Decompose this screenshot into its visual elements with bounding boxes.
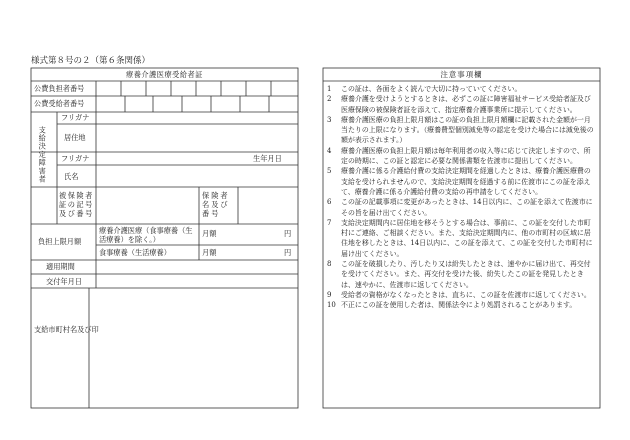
public-payer-number-label: 公費負担者番号 bbox=[34, 84, 85, 93]
note-text: 療養介護を受けようとするときは、必ずこの証に障害福祉サービス受給者証及び医療保険の被保険者証を添えて、指定療養介護事業所に提示してください。 bbox=[341, 95, 591, 114]
notes-title: 注意事項欄 bbox=[440, 69, 483, 79]
note-text: 受給者の資格がなくなったときは、直ちに、この証を佐渡市に返してください。 bbox=[341, 290, 591, 299]
note-text: 療養介護医療の負担上限月額は毎年利用者の収入等に応じて決定しますので、所定の時期に、この証と認定に必要な関係書類を佐渡市に提出してください。 bbox=[341, 146, 591, 166]
note-item bbox=[327, 115, 597, 146]
monthly-amount-label: 月額 bbox=[202, 229, 217, 238]
note-item bbox=[327, 259, 597, 290]
notes-list bbox=[327, 84, 597, 311]
note-item bbox=[327, 300, 597, 310]
note-item bbox=[327, 146, 597, 167]
note-number: 2 bbox=[327, 95, 332, 104]
note-number: 9 bbox=[327, 290, 332, 299]
note-text: この証は、各面をよく読んで大切に持っていてください。 bbox=[341, 85, 522, 93]
note-item bbox=[327, 166, 597, 197]
note-text: 不正にこの証を使用した者は、関係法令により処罰されることがあります。 bbox=[341, 301, 577, 310]
monthly-amount-label-2: 月額 bbox=[202, 248, 217, 257]
copay-medical-label: 療養介護医療（食事療養（生活療養）を除く。） bbox=[99, 226, 193, 244]
note-number: 6 bbox=[327, 198, 332, 207]
address-label: 居住地 bbox=[64, 133, 86, 142]
note-number: 10 bbox=[327, 301, 336, 310]
form-number: 様式第８号の２（第６条関係） bbox=[31, 56, 151, 66]
yen-unit: 円 bbox=[284, 229, 292, 238]
note-item bbox=[327, 84, 597, 94]
issue-date-label: 交付年月日 bbox=[46, 277, 82, 286]
note-item bbox=[327, 290, 597, 300]
furigana-label: フリガナ bbox=[61, 113, 90, 122]
note-text: この証を破損したり、汚したり又は紛失したときは、速やかに届け出て、再交付を受けてください。また、再交付を受けた後、紛失したこの証を発見したときは、速やかに、佐渡市に返してください。 bbox=[341, 260, 591, 289]
note-number: 1 bbox=[327, 85, 332, 93]
name-label: 氏名 bbox=[64, 172, 79, 181]
note-item bbox=[327, 94, 597, 115]
note-item bbox=[327, 197, 597, 218]
period-label: 適用期間 bbox=[46, 262, 75, 271]
copay-limit-label: 負担上限月額 bbox=[38, 237, 82, 246]
note-item bbox=[327, 218, 597, 259]
insurer-number-label: 保険者名及び番号 bbox=[202, 191, 230, 218]
note-number: 5 bbox=[327, 167, 332, 176]
disabled-person-label: 支給決定障害者 bbox=[38, 126, 48, 184]
note-text: この証の記載事項に変更があったときは、14日以内に、この証を添えて佐渡市にその旨を届け出てください。 bbox=[341, 198, 593, 217]
municipality-label: 支給市町村名及び印 bbox=[34, 325, 99, 334]
certificate-title: 療養介護医療受給者証 bbox=[126, 70, 203, 79]
note-number: 4 bbox=[327, 146, 332, 155]
note-number: 7 bbox=[327, 218, 332, 227]
insured-symbol-label: 被保険者証の記号及び番号 bbox=[59, 191, 94, 218]
furigana-label-2: フリガナ bbox=[61, 154, 90, 163]
copay-meal-label: 食事療養（生活療養） bbox=[99, 248, 171, 257]
note-text: 療養介護に係る介護給付費の支給決定期間を経過したときは、療養介護医療費の支給を受けられませんので、支給決定期間を経過する前に佐渡市にこの証を添えて、療養介護に係る介護給付費の支給の再申請をしてください。 bbox=[341, 167, 591, 196]
recipient-number-label: 公費受給者番号 bbox=[34, 99, 85, 108]
note-text: 療養介護医療の負担上限月額はこの証の負担上限月額欄に記載された金額が一月当たりの上限になります。（療養費型個別減免等の認定を受けた場合には減免後の額が表示されます。） bbox=[341, 115, 594, 145]
birthdate-label: 生年月日 bbox=[253, 154, 282, 163]
note-text: 支給決定期間内に居住地を移そうとする場合は、事前に、この証を交付した市町村にご連絡、ご相談ください。また、支給決定期間内に、他の市町村の区域に居住地を移したときは、14日以内に、この証を添えて、この証を交付した市町村に届け出てください。 bbox=[341, 218, 593, 258]
yen-unit-2: 円 bbox=[284, 248, 292, 257]
note-number: 3 bbox=[327, 115, 332, 124]
note-number: 8 bbox=[327, 260, 332, 269]
